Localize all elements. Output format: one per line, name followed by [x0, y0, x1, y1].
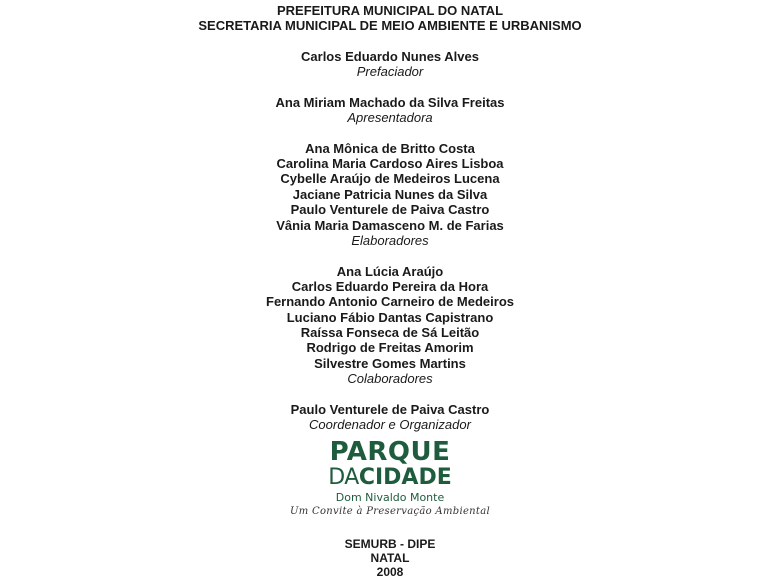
prefaciador-name: Carlos Eduardo Nunes Alves — [301, 49, 479, 64]
elaborador-name: Paulo Venturele de Paiva Castro — [290, 202, 490, 217]
logo-dom-nivaldo-monte: Dom Nivaldo Monte — [335, 491, 445, 504]
footer-line-3: 2008 — [376, 565, 404, 579]
elaborador-name: Jaciane Patricia Nunes da Silva — [292, 187, 488, 202]
apresentadora-role: Apresentadora — [347, 110, 433, 125]
colaborador-name: Luciano Fábio Dantas Capistrano — [286, 310, 494, 325]
colaboradores-role: Colaboradores — [347, 371, 433, 386]
logo-cidade-word: CIDADE — [358, 465, 452, 490]
prefaciador-role: Prefaciador — [356, 64, 424, 79]
apresentadora-name: Ana Miriam Machado da Silva Freitas — [275, 95, 505, 110]
footer-line-2: NATAL — [370, 551, 410, 565]
coordenador-role: Coordenador e Organizador — [309, 417, 471, 432]
coordenador-name: Paulo Venturele de Paiva Castro — [290, 402, 490, 417]
elaborador-name: Ana Mônica de Britto Costa — [305, 141, 475, 156]
header-line-2: SECRETARIA MUNICIPAL DE MEIO AMBIENTE E URBANISMO — [198, 18, 582, 33]
elaboradores-role: Elaboradores — [351, 233, 429, 248]
colaborador-name: Rodrigo de Freitas Amorim — [306, 340, 474, 355]
logo-parque-text: PARQUE — [329, 437, 451, 467]
elaborador-name: Carolina Maria Cardoso Aires Lisboa — [276, 156, 504, 171]
colaborador-name: Fernando Antonio Carneiro de Medeiros — [266, 294, 514, 309]
elaborador-name: Cybelle Araújo de Medeiros Lucena — [280, 171, 500, 186]
elaborador-name: Vânia Maria Damasceno M. de Farias — [276, 218, 504, 233]
logo-tagline: Um Convite à Preservação Ambiental — [290, 506, 490, 517]
colaborador-name: Silvestre Gomes Martins — [314, 356, 466, 371]
colaborador-name: Carlos Eduardo Pereira da Hora — [291, 279, 489, 294]
colaborador-name: Ana Lúcia Araújo — [336, 264, 444, 279]
logo-da-prefix: DA — [328, 465, 359, 490]
colaborador-name: Raíssa Fonseca de Sá Leitão — [300, 325, 480, 340]
header-line-1: PREFEITURA MUNICIPAL DO NATAL — [276, 3, 504, 18]
footer-line-1: SEMURB - DIPE — [344, 537, 436, 551]
logo-da-cidade-text — [0, 466, 780, 490]
